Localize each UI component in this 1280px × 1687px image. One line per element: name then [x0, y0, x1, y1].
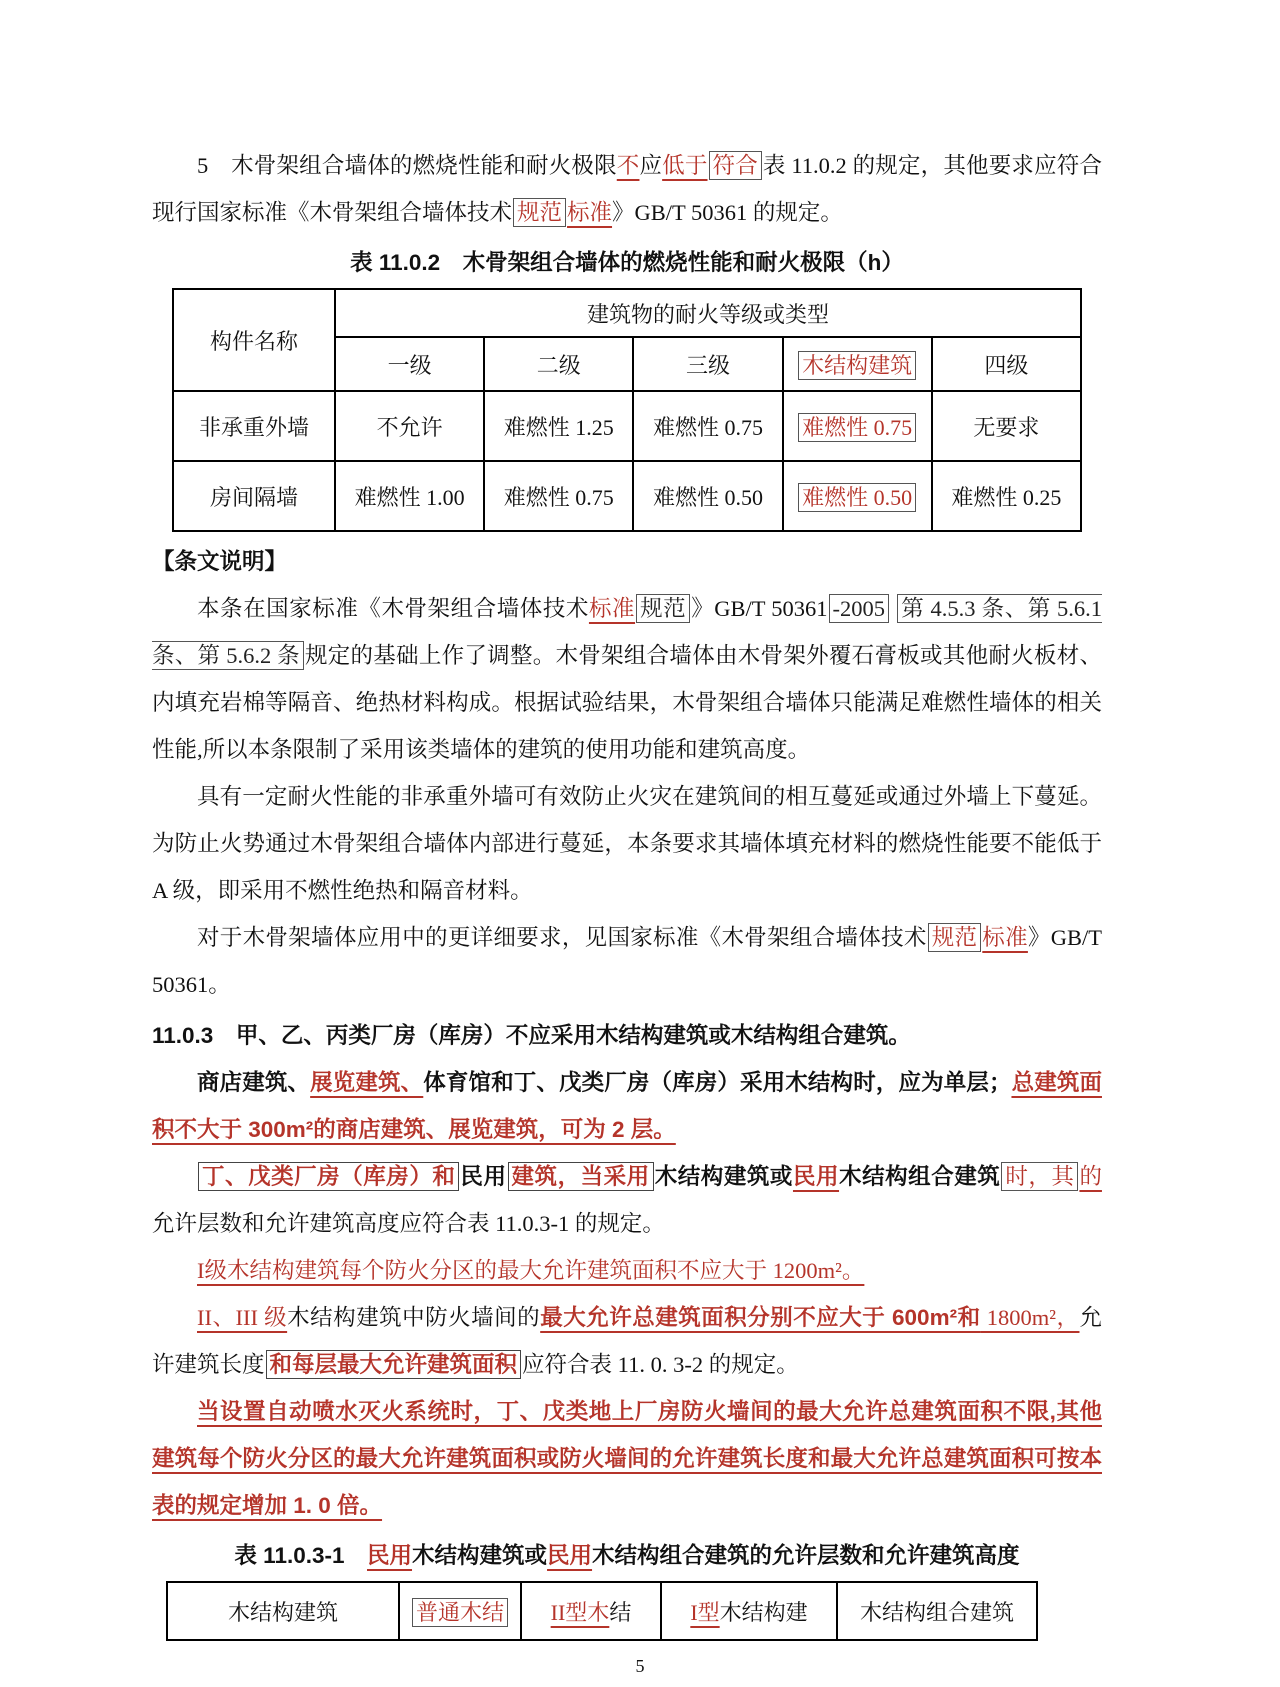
inserted-text: 1800m²， [980, 1305, 1080, 1330]
table-cell [633, 461, 782, 531]
text-run: 【条文说明】 [152, 549, 288, 574]
clause-11-0-3-paragraph-5 [152, 1388, 1102, 1529]
explanation-paragraph-1 [152, 585, 1102, 773]
table-row [173, 391, 1081, 461]
table-cell [173, 289, 335, 391]
table-cell [932, 337, 1081, 391]
deleted-text: 普通木结 [412, 1598, 508, 1627]
text-run: 木结构建筑或 [412, 1543, 548, 1568]
table-row [167, 1582, 1037, 1640]
text-run: 商店建筑、 [197, 1070, 311, 1095]
text-run: 无要求 [973, 414, 1040, 440]
table-cell [484, 337, 633, 391]
text-run: 一级 [387, 352, 432, 378]
table-cell [783, 391, 932, 461]
table-cell [173, 391, 335, 461]
deleted-text: 和每层最大允许建筑面积 [266, 1350, 522, 1379]
table-row [173, 461, 1081, 531]
text-run: 应符合表 11. 0. 3-2 的规定。 [522, 1352, 799, 1377]
inserted-text: 民用 [367, 1543, 413, 1568]
inserted-text: II、III 级 [197, 1305, 288, 1330]
text-run: 难燃性 0.75 [503, 484, 614, 510]
text-run: 表 11.0.2 的规定，其他要求应符合现行国家标准《木骨架组合墙体技术 [152, 153, 1102, 225]
table-11-0-3-1 [166, 1581, 1038, 1641]
table-cell [484, 461, 633, 531]
inserted-text: 当设置自动喷水灭火系统时，丁、戊类地上厂房防火墙间的最大允许总建筑面积不限,其他建筑每个防火分区的最大允许建筑面积或防火墙间的允许建筑长度和最大允许总建筑面积可按本表的规定增加 1. 0 倍。 [152, 1399, 1102, 1518]
explanation-paragraph-2 [152, 773, 1102, 914]
deleted-text: -2005 [829, 594, 890, 623]
table-cell [837, 1582, 1037, 1640]
text-run: 结 [609, 1599, 632, 1625]
text-run: 木结构建筑 [227, 1599, 338, 1625]
clause-11-0-3-paragraph-4 [152, 1294, 1102, 1388]
inserted-text: I级木结构建筑每个防火分区的最大允许建筑面积不应大于 1200m²。 [197, 1258, 865, 1283]
text-run: 允许建筑长度 [152, 1305, 1102, 1377]
text-run: 构件名称 [209, 328, 298, 354]
deleted-text: 规范 [928, 923, 982, 952]
text-run: 难燃性 1.00 [354, 484, 465, 510]
text-run: 11.0.3 甲、乙、丙类厂房（库房）不应采用木结构建筑或木结构组合建筑。 [152, 1023, 911, 1048]
deleted-text: 时，其 [1001, 1162, 1078, 1191]
table-cell [633, 337, 782, 391]
table-cell [633, 391, 782, 461]
table-cell [173, 461, 335, 531]
text-run: 木结构组合建筑 [859, 1599, 1014, 1625]
clause-11-0-3-paragraph-2 [152, 1153, 1102, 1247]
table-cell [399, 1582, 521, 1640]
clause-11-0-3-paragraph-1 [152, 1059, 1102, 1153]
text-run: 5 木骨架组合墙体的燃烧性能和耐火极限 [197, 153, 617, 178]
table-11-0-3-1-title [152, 1535, 1102, 1577]
text-run: 难燃性 1.25 [503, 414, 614, 440]
explanation-paragraph-3 [152, 914, 1102, 1008]
deleted-text: 木结构建筑 [798, 351, 916, 380]
inserted-text: II型木 [550, 1599, 610, 1625]
inserted-text: 民用 [792, 1164, 840, 1189]
deleted-text: 难燃性 0.50 [798, 483, 916, 512]
table-cell [521, 1582, 661, 1640]
table-11-0-2-title [152, 242, 1102, 284]
clause-5-paragraph [152, 142, 1102, 236]
text-run [890, 596, 896, 621]
inserted-text: 展览建筑、 [310, 1070, 424, 1095]
explanation-heading [152, 538, 1102, 585]
text-run: 非承重外墙 [198, 414, 309, 440]
inserted-text: 最大允许总建筑面积分别不应大于 600m²和 [540, 1305, 981, 1330]
inserted-text: 低于 [662, 153, 708, 178]
document-body [152, 142, 1102, 1641]
text-run: 难燃性 0.50 [652, 484, 763, 510]
table-11-0-2 [172, 288, 1082, 532]
text-run: 》GB/T 50361 [691, 596, 828, 621]
text-run: 》GB/T 50361 的规定。 [612, 200, 843, 225]
text-run: 允许层数和允许建筑高度应符合表 11.0.3-1 的规定。 [152, 1211, 665, 1236]
table-cell [783, 337, 932, 391]
table-cell [932, 461, 1081, 531]
deleted-text: 第 4.5.3 条、第 5.6.1 条、第 5.6.2 条 [152, 596, 1102, 668]
table-row [173, 289, 1081, 337]
deleted-text: 难燃性 0.75 [798, 413, 916, 442]
text-run: 对于木骨架墙体应用中的更详细要求，见国家标准《木骨架组合墙体技术 [197, 925, 927, 950]
text-run: 难燃性 0.25 [951, 484, 1062, 510]
text-run: 木结构建 [719, 1599, 808, 1625]
text-run: 难燃性 0.75 [652, 414, 763, 440]
text-run: 二级 [536, 352, 581, 378]
table-cell [335, 289, 1081, 337]
inserted-text: I型 [690, 1599, 720, 1625]
text-run: 木结构建筑中防火墙间的 [287, 1305, 541, 1330]
inserted-text: 标准 [567, 200, 613, 225]
text-run: 木结构组合建筑 [839, 1164, 1001, 1189]
deleted-text: 建筑，当采用 [508, 1162, 654, 1191]
page-number: 5 [635, 1656, 645, 1676]
text-run: 》GB/T 50361。 [152, 925, 1102, 997]
table-cell [335, 461, 484, 531]
table-cell [335, 337, 484, 391]
clause-11-0-3-paragraph-3 [152, 1247, 1102, 1294]
text-run: 规定的基础上作了调整。木骨架组合墙体由木骨架外覆石膏板或其他耐火板材、内填充岩棉等隔音、绝热材料构成。根据试验结果，木骨架组合墙体只能满足难燃性墙体的相关性能,所以本条限制了采用该类墙体的建筑的使用功能和建筑高度。 [152, 643, 1102, 762]
text-run: 民用 [460, 1164, 507, 1189]
text-run: 本条在国家标准《木骨架组合墙体技术 [197, 596, 589, 621]
deleted-text: 规范 [636, 594, 690, 623]
deleted-text: 规范 [513, 198, 566, 227]
deleted-text: 符合 [709, 151, 762, 180]
table-cell [661, 1582, 837, 1640]
deleted-text: 丁、戊类厂房（库房）和 [198, 1162, 459, 1191]
text-run: 木结构组合建筑的允许层数和允许建筑高度 [592, 1543, 1020, 1568]
inserted-text: 标准 [982, 925, 1028, 950]
table-cell [167, 1582, 399, 1640]
inserted-text: 的 [1079, 1164, 1102, 1189]
text-run: 表 11.0.2 木骨架组合墙体的燃烧性能和耐火极限（h） [350, 250, 904, 275]
text-run: 三级 [685, 352, 730, 378]
table-cell [484, 391, 633, 461]
text-run: 木结构建筑或 [654, 1164, 793, 1189]
text-run: 房间隔墙 [209, 484, 298, 510]
text-run: 表 11.0.3-1 [234, 1543, 367, 1568]
table-cell [932, 391, 1081, 461]
inserted-text: 标准 [588, 596, 636, 621]
inserted-text: 民用 [547, 1543, 593, 1568]
inserted-text: 总建筑面积不大于 300m²的商店建筑、展览建筑，可为 2 层。 [152, 1070, 1102, 1142]
inserted-text: 不 [616, 153, 640, 178]
text-run: 体育馆和丁、戊类厂房（库房）采用木结构时，应为单层； [423, 1070, 1012, 1095]
table-cell [783, 461, 932, 531]
clause-11-0-3-heading [152, 1012, 1102, 1059]
text-run: 四级 [984, 352, 1029, 378]
text-run: 建筑物的耐火等级或类型 [586, 301, 829, 327]
table-cell [335, 391, 484, 461]
text-run: 具有一定耐火性能的非承重外墙可有效防止火灾在建筑间的相互蔓延或通过外墙上下蔓延。为防止火势通过木骨架组合墙体内部进行蔓延，本条要求其墙体填充材料的燃烧性能要不能低于 A 级，即采用不燃性绝热和隔音材料。 [152, 784, 1102, 903]
text-run: 应 [639, 153, 663, 178]
text-run: 不允许 [376, 414, 443, 440]
